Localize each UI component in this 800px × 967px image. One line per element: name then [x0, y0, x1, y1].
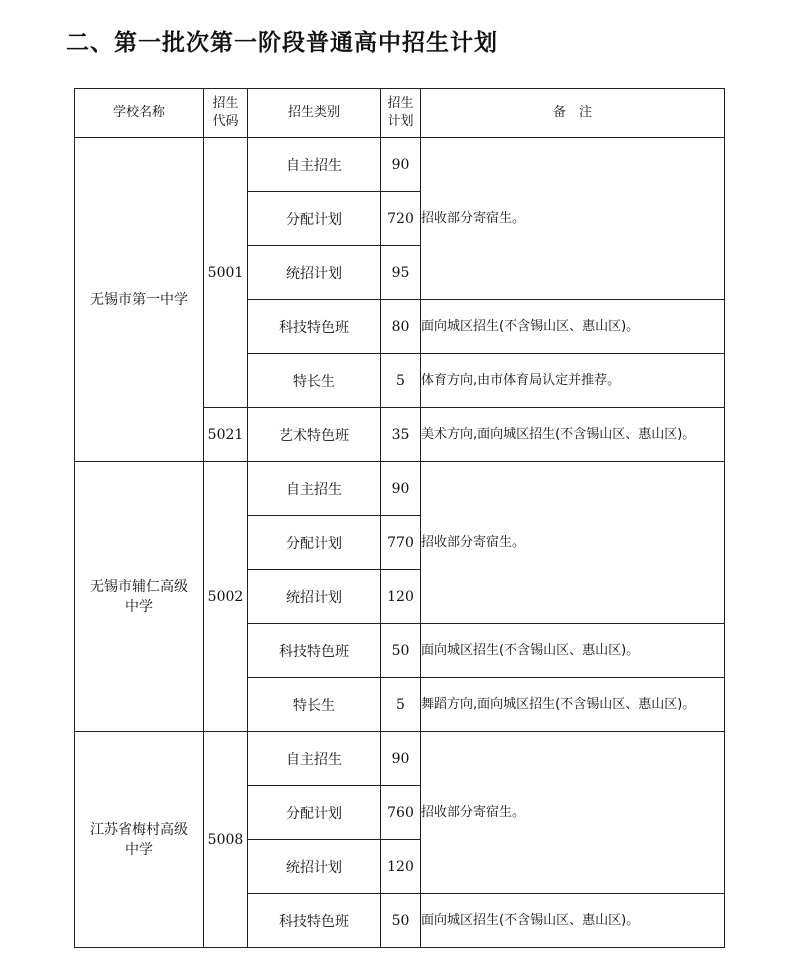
school-name-cell	[75, 732, 204, 948]
remark-cell: 面向城区招生(不含锡山区、惠山区)。	[421, 300, 725, 354]
page-title: 二、第一批次第一阶段普通高中招生计划	[66, 30, 498, 56]
plan-cell: 120	[381, 570, 421, 624]
category-cell: 科技特色班	[248, 300, 381, 354]
plan-cell: 80	[381, 300, 421, 354]
remark-cell: 面向城区招生(不含锡山区、惠山区)。	[421, 894, 725, 948]
school-name: 无锡市辅仁高级中学	[90, 578, 188, 615]
header-code-line1: 招生	[212, 96, 239, 111]
plan-cell: 50	[381, 894, 421, 948]
category-cell: 特长生	[248, 354, 381, 408]
plan-cell: 5	[381, 678, 421, 732]
header-plan-line1: 招生	[387, 96, 414, 111]
header-plan	[381, 89, 421, 138]
school-name: 无锡市第一中学	[90, 291, 188, 308]
remark-cell: 招收部分寄宿生。	[421, 732, 725, 894]
remark-cell: 舞蹈方向,面向城区招生(不含锡山区、惠山区)。	[421, 678, 725, 732]
category-cell: 统招计划	[248, 246, 381, 300]
category-cell: 分配计划	[248, 192, 381, 246]
school-name-cell	[75, 462, 204, 732]
plan-cell: 95	[381, 246, 421, 300]
plan-cell: 770	[381, 516, 421, 570]
remark-cell: 美术方向,面向城区招生(不含锡山区、惠山区)。	[421, 408, 725, 462]
enrollment-plan-table	[74, 88, 725, 948]
plan-cell: 760	[381, 786, 421, 840]
school-code: 5008	[204, 732, 248, 948]
category-cell: 科技特色班	[248, 894, 381, 948]
table-row	[75, 138, 725, 192]
plan-cell: 720	[381, 192, 421, 246]
remark-cell: 面向城区招生(不含锡山区、惠山区)。	[421, 624, 725, 678]
category-cell: 艺术特色班	[248, 408, 381, 462]
category-cell: 统招计划	[248, 570, 381, 624]
table-row	[75, 462, 725, 516]
plan-cell: 90	[381, 462, 421, 516]
category-cell: 科技特色班	[248, 624, 381, 678]
school-name-cell	[75, 138, 204, 462]
school-code: 5001	[204, 138, 248, 408]
plan-cell: 50	[381, 624, 421, 678]
header-category: 招生类别	[248, 89, 381, 138]
plan-cell: 120	[381, 840, 421, 894]
table-row	[75, 732, 725, 786]
table-header-row	[75, 89, 725, 138]
category-cell: 自主招生	[248, 462, 381, 516]
header-code	[204, 89, 248, 138]
remark-cell: 招收部分寄宿生。	[421, 138, 725, 300]
header-code-line2: 代码	[212, 114, 239, 129]
plan-cell: 5	[381, 354, 421, 408]
remark-cell: 招收部分寄宿生。	[421, 462, 725, 624]
school-code: 5002	[204, 462, 248, 732]
header-plan-line2: 计划	[387, 114, 414, 129]
remark-cell: 体育方向,由市体育局认定并推荐。	[421, 354, 725, 408]
category-cell: 统招计划	[248, 840, 381, 894]
category-cell: 自主招生	[248, 138, 381, 192]
category-cell: 分配计划	[248, 786, 381, 840]
category-cell: 分配计划	[248, 516, 381, 570]
plan-cell: 35	[381, 408, 421, 462]
header-remark: 备 注	[421, 89, 725, 138]
school-code: 5021	[204, 408, 248, 462]
header-school: 学校名称	[75, 89, 204, 138]
school-name: 江苏省梅村高级中学	[90, 821, 188, 858]
category-cell: 自主招生	[248, 732, 381, 786]
plan-cell: 90	[381, 138, 421, 192]
category-cell: 特长生	[248, 678, 381, 732]
plan-cell: 90	[381, 732, 421, 786]
